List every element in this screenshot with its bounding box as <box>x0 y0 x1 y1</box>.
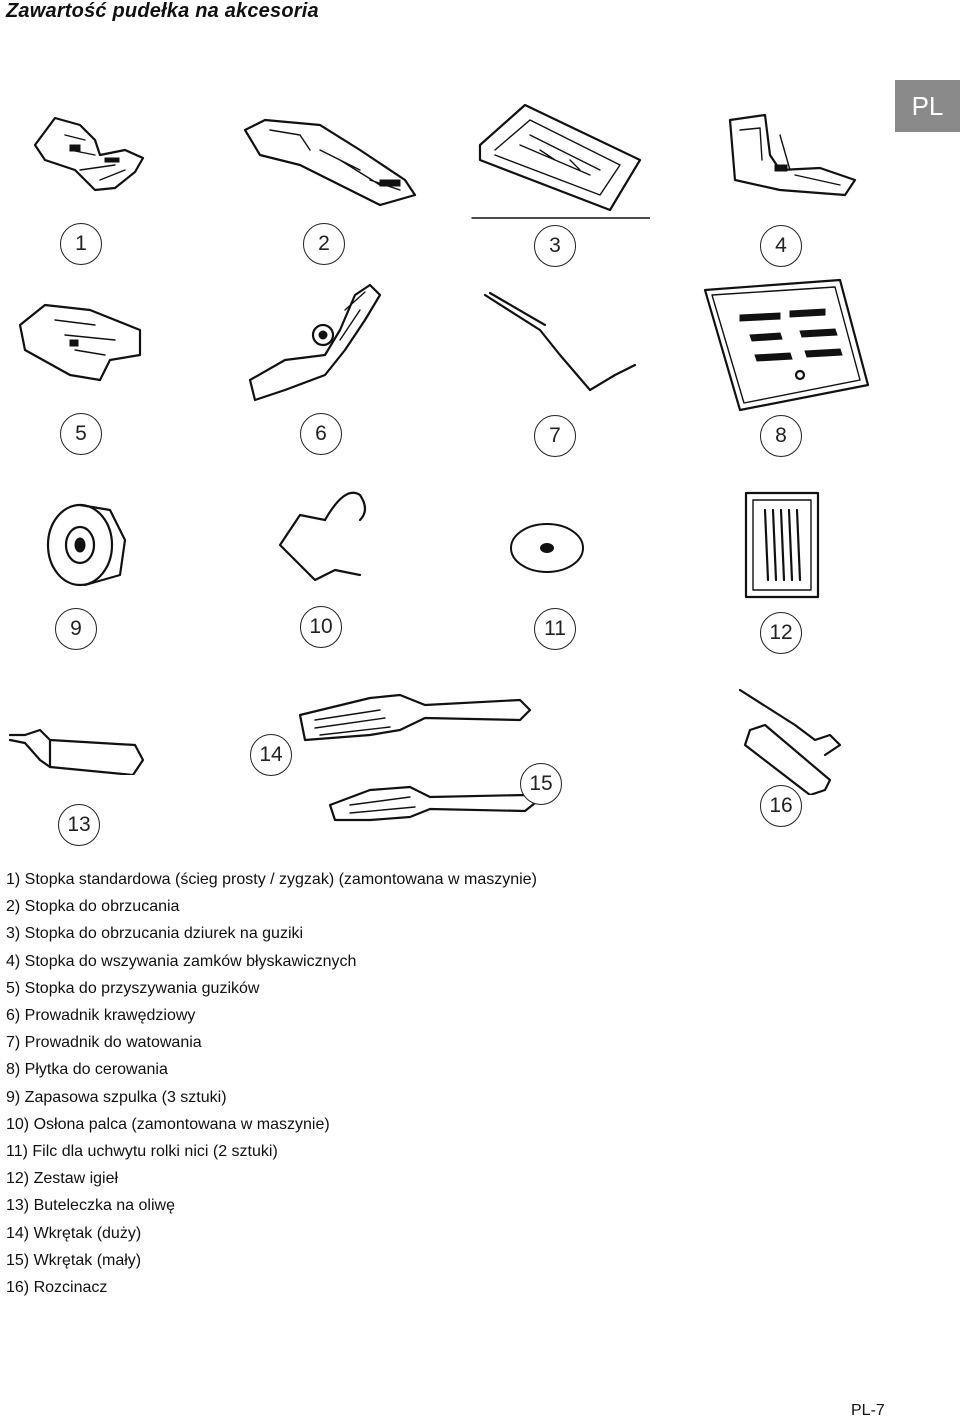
list-item: 1) Stopka standardowa (ścieg prosty / zygzak) (zamontowana w maszynie) <box>6 871 537 888</box>
item-number-11: 11 <box>534 608 576 650</box>
small-screwdriver-icon <box>320 775 545 830</box>
item-number-16: 16 <box>760 785 802 827</box>
large-screwdriver-icon <box>290 690 535 745</box>
page-number: PL-7 <box>851 1402 885 1419</box>
presser-foot-standard-icon <box>25 110 155 205</box>
item-number-5: 5 <box>60 413 102 455</box>
list-item: 2) Stopka do obrzucania <box>6 898 180 916</box>
page-title: Zawartość pudełka na akcesoria <box>6 0 319 22</box>
felt-disc-icon <box>505 520 590 575</box>
list-item: 16) Rozcinacz <box>6 1279 108 1297</box>
item-number-12: 12 <box>760 612 802 654</box>
buttonhole-foot-icon <box>470 100 650 220</box>
language-tab: PL <box>895 80 960 132</box>
list-item: 3) Stopka do obrzucania dziurek na guziki <box>6 925 304 943</box>
list-item: 10) Osłona palca (zamontowana w maszynie) <box>6 1115 330 1133</box>
list-item: 4) Stopka do wszywania zamków błyskawicznych <box>6 952 357 970</box>
list-item: 13) Buteleczka na oliwę <box>6 1197 175 1215</box>
item-number-15: 15 <box>520 763 562 805</box>
item-number-4: 4 <box>760 225 802 267</box>
list-item: 9) Zapasowa szpulka (3 sztuki) <box>6 1088 227 1106</box>
list-item: 11) Filc dla uchwytu rolki nici (2 sztuki) <box>6 1143 278 1161</box>
list-item: 15) Wkrętak (mały) <box>6 1251 142 1269</box>
finger-guard-icon <box>265 480 375 595</box>
item-number-7: 7 <box>534 415 576 457</box>
list-item: 6) Prowadnik krawędziowy <box>6 1007 196 1025</box>
darning-plate-icon <box>700 275 875 415</box>
list-item: 14) Wkrętak (duży) <box>6 1224 142 1242</box>
item-number-10: 10 <box>300 606 342 648</box>
item-number-1: 1 <box>60 223 102 265</box>
item-number-14: 14 <box>250 734 292 776</box>
item-number-13: 13 <box>58 804 100 846</box>
bobbin-icon <box>35 495 135 595</box>
list-item: 7) Prowadnik do watowania <box>6 1034 202 1052</box>
list-item: 12) Zestaw igieł <box>6 1170 119 1188</box>
oil-bottle-icon <box>5 715 150 775</box>
edge-guide-icon <box>245 280 385 405</box>
item-number-2: 2 <box>303 223 345 265</box>
item-number-3: 3 <box>534 225 576 267</box>
list-item: 8) Płytka do cerowania <box>6 1061 168 1079</box>
item-number-8: 8 <box>760 415 802 457</box>
item-number-6: 6 <box>300 413 342 455</box>
overcasting-foot-icon <box>240 110 420 210</box>
seam-ripper-icon <box>735 680 845 795</box>
needle-set-icon <box>743 490 821 600</box>
item-number-9: 9 <box>55 608 97 650</box>
accessory-list <box>6 866 606 1301</box>
list-item: 5) Stopka do przyszywania guzików <box>6 979 260 997</box>
quilting-guide-icon <box>480 290 645 400</box>
button-sewing-foot-icon <box>15 300 145 385</box>
zipper-foot-icon <box>720 110 865 200</box>
